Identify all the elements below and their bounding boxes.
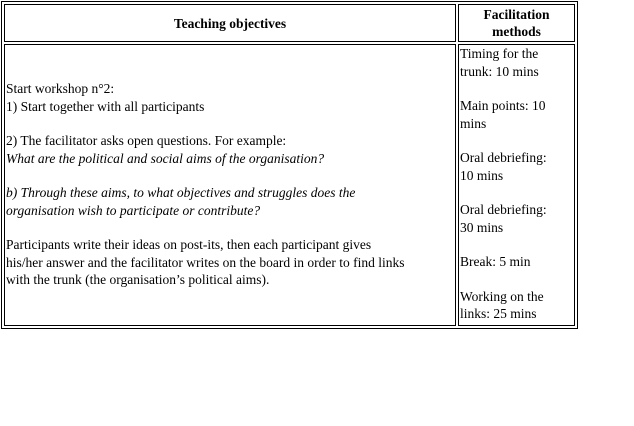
method-item (460, 253, 573, 271)
method-item (460, 288, 573, 323)
example-question-b-line1: b) Through these aims, to what objectives and struggles does the (6, 185, 356, 200)
instructions-line3: with the trunk (the organisation’s political aims). (6, 272, 270, 287)
instructions-line2: his/her answer and the facilitator writes on the board in order to find links (6, 254, 405, 270)
methods-cell (458, 44, 575, 326)
method-line1: Working on the (460, 288, 544, 304)
method-item (460, 149, 573, 184)
method-line2: 10 mins (460, 167, 504, 183)
instructions-line1: Participants write their ideas on post-its, then each participant gives (6, 237, 372, 252)
header-methods-label-line1: Facilitation (483, 7, 550, 22)
method-item (460, 97, 573, 132)
method-item (460, 45, 573, 80)
method-line1: Oral debriefing: (460, 150, 547, 165)
objectives-cell (4, 44, 456, 326)
workshop-title: Start workshop n°2: (6, 81, 115, 96)
method-line1: Main points: 10 (460, 98, 546, 113)
method-line2: links: 25 mins (460, 306, 537, 321)
workshop-table (1, 1, 578, 329)
method-line2: mins (460, 115, 487, 131)
method-line1: Break: 5 min (460, 254, 531, 269)
header-teaching-objectives (4, 4, 456, 42)
header-row (4, 4, 575, 42)
objective-step-1: 1) Start together with all participants (6, 98, 205, 114)
spacer (6, 115, 454, 132)
method-line1: Timing for the (460, 46, 539, 61)
objective-step-2: 2) The facilitator asks open questions. For example: (6, 133, 287, 148)
header-methods-label-line2: methods (492, 24, 541, 39)
header-objectives-label: Teaching objectives (173, 15, 287, 31)
body-row (4, 44, 575, 326)
example-question-b-line2: organisation wish to participate or contribute? (6, 202, 261, 218)
method-item (460, 201, 573, 236)
method-line1: Oral debriefing: (460, 202, 547, 217)
spacer (6, 219, 454, 236)
method-line2: trunk: 10 mins (460, 63, 539, 79)
header-facilitation-methods (458, 4, 575, 42)
objectives-top-spacer (6, 45, 454, 80)
method-line2: 30 mins (460, 219, 504, 235)
example-question-a: What are the political and social aims of the organisation? (6, 150, 325, 166)
spacer (6, 167, 454, 184)
